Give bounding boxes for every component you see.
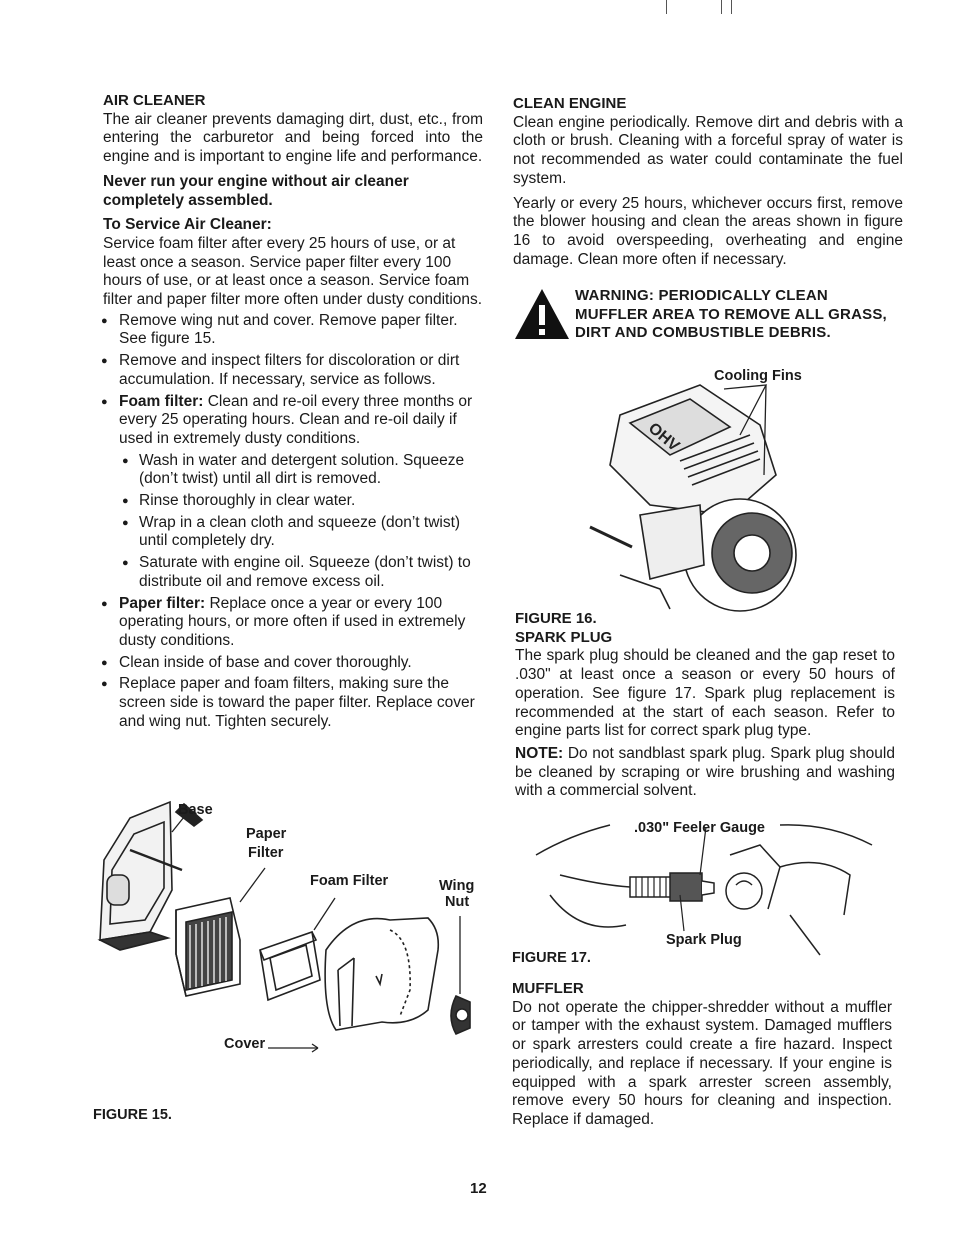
base-label: Base	[178, 802, 213, 818]
figure-15-illustration	[90, 790, 490, 1090]
feeler-gauge-label: .030" Feeler Gauge	[634, 820, 765, 836]
figure-17-illustration	[530, 815, 880, 965]
list-item	[103, 312, 483, 349]
list-item	[103, 675, 483, 731]
wing-label: Wing	[439, 878, 475, 894]
air-cleaner-exploded-drawing	[90, 790, 490, 1090]
foam-filter-steps	[119, 452, 483, 592]
never-run-warning: Never run your engine without air cleaner completely assembled.	[103, 172, 409, 209]
paper-label: Paper	[246, 826, 287, 842]
to-service-heading: To Service Air Cleaner:	[103, 216, 272, 234]
right-column	[513, 95, 903, 347]
scan-mark	[731, 0, 732, 14]
bullet-text: Remove and inspect filters for discoloration or dirt accumulation. If necessary, service as follows.	[119, 352, 460, 388]
list-item: ● Wrap in a clean cloth and squeeze (don’t twist) until completely dry.	[119, 514, 483, 551]
list-item: ● Saturate with engine oil. Squeeze (don’t twist) to distribute oil and remove excess oil.	[119, 554, 483, 591]
muffler-body: Do not operate the chipper-shredder without a muffler or tamper with the exhaust system. Damaged mufflers or spark arresters could create a fire hazard. Inspect periodically, and replace if necessary. If your engine is equipped with a spark arrester screen assembly, remove every 50 hours for cleaning and inspection. Replace if damaged.	[512, 998, 892, 1128]
list-item	[103, 654, 483, 673]
bullet-text: Remove wing nut and cover. Remove paper filter. See figure 15.	[119, 311, 458, 348]
cooling-fins-label: Cooling Fins	[714, 368, 802, 384]
note-body: Do not sandblast spark plug. Spark plug should be cleaned by scraping or wire brushing and washing with a commercial solvent.	[515, 744, 895, 800]
note-label: NOTE:	[515, 744, 564, 762]
scan-mark	[721, 0, 722, 14]
figure-17-caption: FIGURE 17.	[512, 950, 591, 966]
clean-engine-body-2: Yearly or every 25 hours, whichever occurs first, remove the blower housing and clean the areas shown in figure 16 to avoid overspeeding, overheating and engine damage. Clean more often if necessary.	[513, 194, 903, 268]
bullet-text: Clean inside of base and cover thoroughly.	[119, 653, 412, 671]
figure-16-illustration	[580, 365, 820, 615]
foam-filter-drawing	[260, 932, 320, 1000]
svg-text:OHV: OHV	[644, 419, 683, 456]
muffler-section	[512, 980, 892, 1130]
cover-drawing	[325, 918, 438, 1030]
service-steps	[103, 312, 483, 732]
figure-15-caption: FIGURE 15.	[93, 1107, 172, 1123]
muffler-heading: MUFFLER	[512, 980, 584, 997]
left-column	[103, 92, 483, 735]
clean-engine-body-1: Clean engine periodically. Remove dirt and debris with a cloth or brush. Cleaning with a forceful spray of water is not recommended as water could contaminate the fuel system.	[513, 113, 903, 187]
list-item: ● Rinse thoroughly in clear water.	[119, 492, 483, 511]
figure-16-caption: FIGURE 16.	[515, 610, 597, 627]
nut-label: Nut	[445, 894, 470, 910]
page-number: 12	[470, 1180, 487, 1197]
cover-label: Cover	[224, 1036, 266, 1052]
paper-filter-drawing	[176, 898, 240, 996]
foam-filter-label: Foam Filter	[310, 873, 389, 889]
paper-filter-label: Paper filter:	[119, 594, 206, 612]
service-body: Service foam filter after every 25 hours of use, or at least once a season. Service paper filter every 100 hours of use, or at least once a season. Service foam filter and paper filter more often under dusty conditions.	[103, 234, 483, 309]
spark-plug-body: The spark plug should be cleaned and the gap reset to .030" at least once a season or every 50 hours of operation. See figure 17. Spark plug replacement is recommended at the start of each season. Refer to engine parts list for correct spark plug type.	[515, 647, 895, 740]
list-item: ● Wash in water and detergent solution. Squeeze (don’t twist) until all dirt is removed.	[119, 452, 483, 489]
list-item	[103, 393, 483, 592]
right-column-lower	[515, 610, 895, 801]
air-cleaner-heading: AIR CLEANER	[103, 92, 206, 109]
bullet-text: Replace once a year or every 100 operating hours, or more often if used in extremely dusty conditions.	[119, 594, 466, 649]
spark-plug-label: Spark Plug	[666, 932, 742, 948]
scan-mark	[666, 0, 667, 14]
air-cleaner-body: The air cleaner prevents damaging dirt, dust, etc., from entering the carburetor and being forced into the engine and is important to engine life and performance.	[103, 110, 483, 166]
clean-engine-heading: CLEAN ENGINE	[513, 95, 627, 112]
spark-plug-heading: SPARK PLUG	[515, 628, 613, 646]
foam-filter-label: Foam filter:	[119, 392, 204, 410]
filter-label: Filter	[248, 845, 284, 861]
warning-text: WARNING: PERIODICALLY CLEAN MUFFLER AREA TO REMOVE ALL GRASS, DIRT AND COMBUSTIBLE DEBRIS.	[575, 287, 887, 342]
list-item	[103, 595, 483, 651]
list-item	[103, 352, 483, 389]
bullet-text: Replace paper and foam filters, making sure the screen side is toward the paper filter. Replace cover and wing nut. Tighten securely.	[119, 675, 475, 730]
note-paragraph	[515, 745, 895, 801]
engine-drawing	[580, 365, 820, 615]
wing-nut-drawing	[451, 996, 470, 1034]
bullet-text: Clean and re-oil every three months or every 25 operating hours. Clean and re-oil daily if used in extremely dusty conditions.	[119, 392, 473, 447]
warning-icon	[513, 287, 575, 347]
warning-box	[513, 287, 903, 347]
